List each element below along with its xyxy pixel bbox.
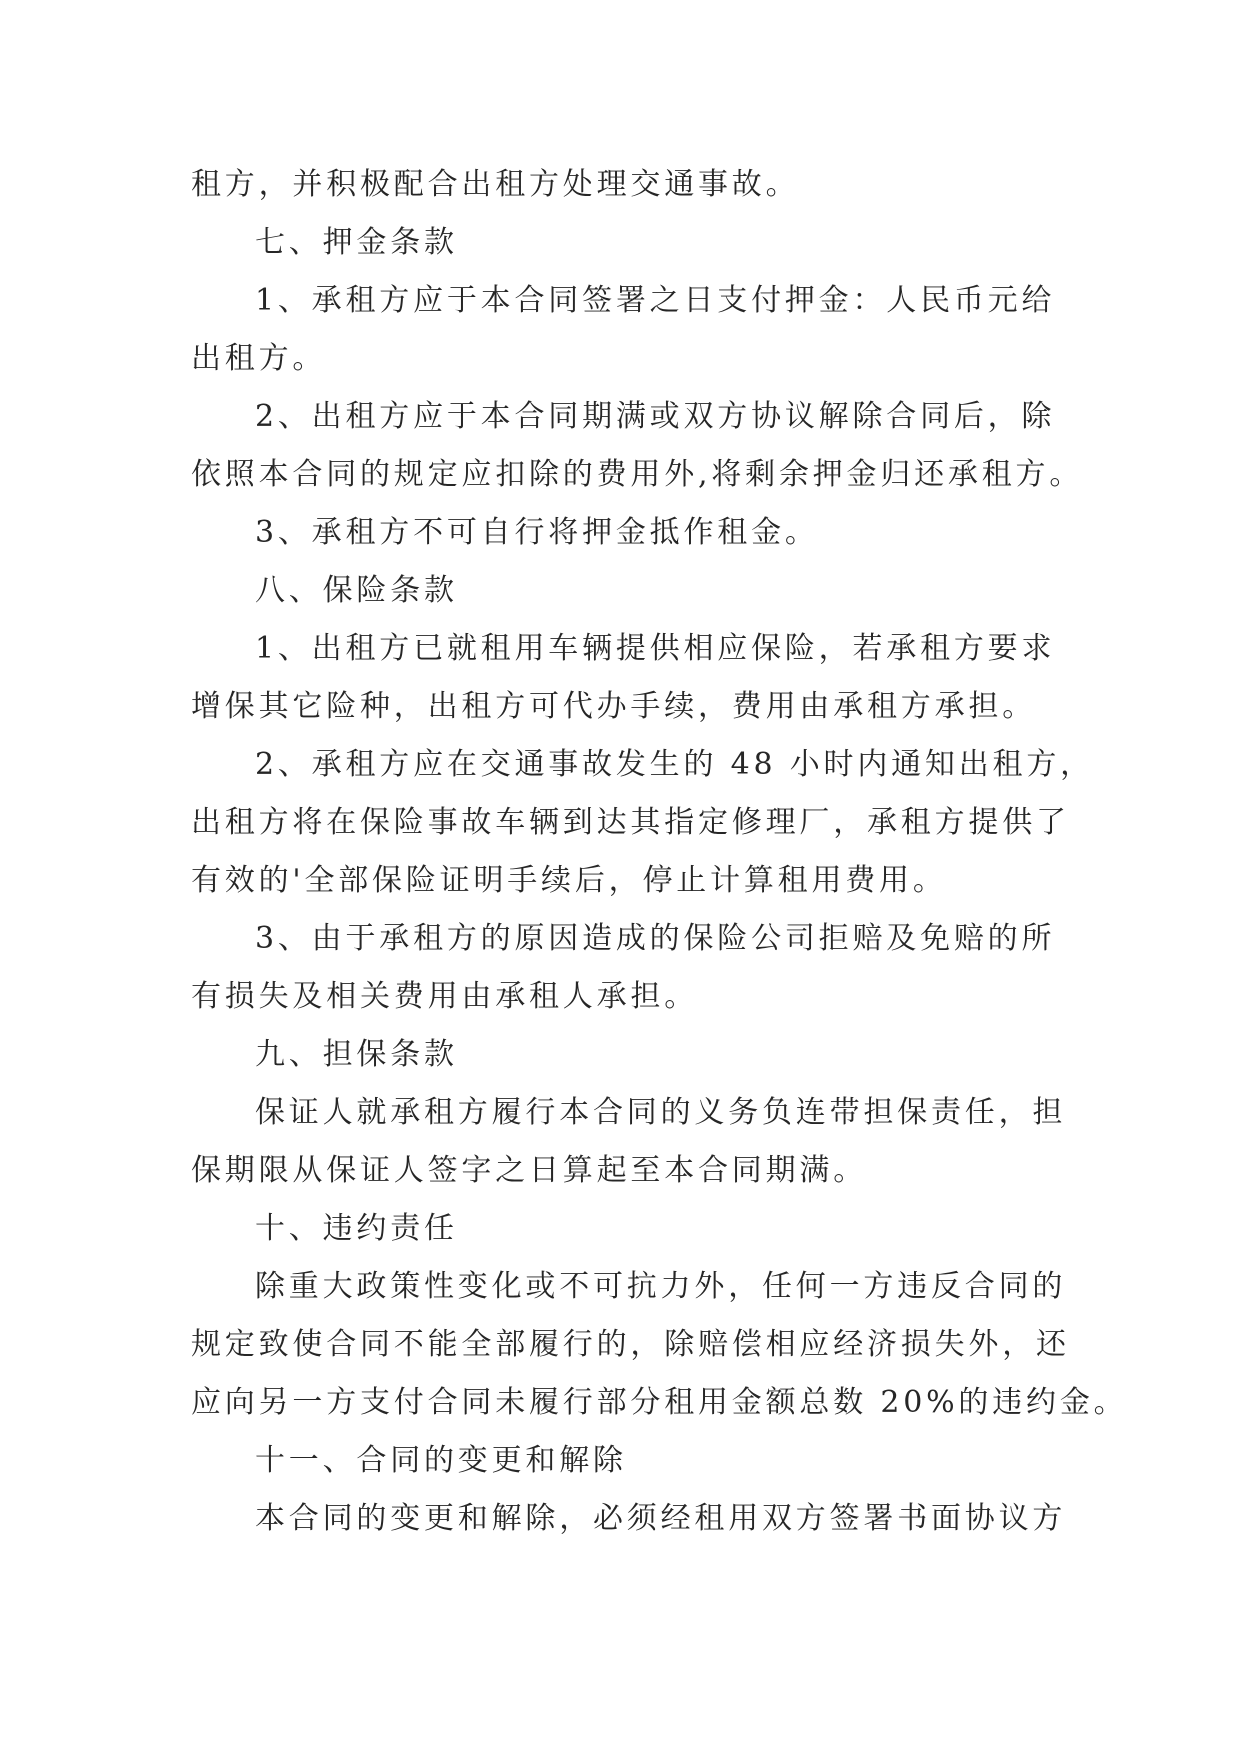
text-line: 3、承租方不可自行将押金抵作租金。 [255,515,819,550]
text-line: 1、出租方已就租用车辆提供相应保险，若承租方要求 [255,631,1056,666]
text-line: 3、由于承租方的原因造成的保险公司拒赔及免赔的所 [255,921,1056,956]
text-line: 2、出租方应于本合同期满或双方协议解除合同后，除 [255,399,1056,434]
text-line: 租方，并积极配合出租方处理交通事故。 [191,167,800,202]
section-heading: 十一、合同的变更和解除 [255,1443,627,1478]
section-heading: 八、保险条款 [255,573,458,608]
text-line: 保证人就承租方履行本合同的义务负连带担保责任，担 [255,1095,1067,1130]
text-line: 依照本合同的规定应扣除的费用外,将剩余押金归还承租方。 [191,457,1084,492]
section-heading: 十、违约责任 [255,1211,458,1246]
text-line: 除重大政策性变化或不可抗力外，任何一方违反合同的 [255,1269,1067,1304]
text-line: 出租方。 [191,341,327,376]
section-heading: 七、押金条款 [255,225,458,260]
text-line: 增保其它险种，出租方可代办手续，费用由承租方承担。 [191,689,1036,724]
text-line: 应向另一方支付合同未履行部分租用金额总数 20%的违约金。 [191,1385,1128,1420]
text-line: 有损失及相关费用由承租人承担。 [191,979,698,1014]
text-line: 1、承租方应于本合同签署之日支付押金：人民币元给 [255,283,1056,318]
text-line: 出租方将在保险事故车辆到达其指定修理厂，承租方提供了 [191,805,1070,840]
text-line: 保期限从保证人签字之日算起至本合同期满。 [191,1153,867,1188]
text-line: 有效的'全部保险证明手续后，停止计算租用费用。 [191,863,947,898]
text-line: 本合同的变更和解除，必须经租用双方签署书面协议方 [255,1501,1067,1536]
section-heading: 九、担保条款 [255,1037,458,1072]
document-body [191,156,1128,1548]
text-line: 规定致使合同不能全部履行的，除赔偿相应经济损失外，还 [191,1327,1070,1362]
text-line: 2、承租方应在交通事故发生的 48 小时内通知出租方， [255,747,1094,782]
